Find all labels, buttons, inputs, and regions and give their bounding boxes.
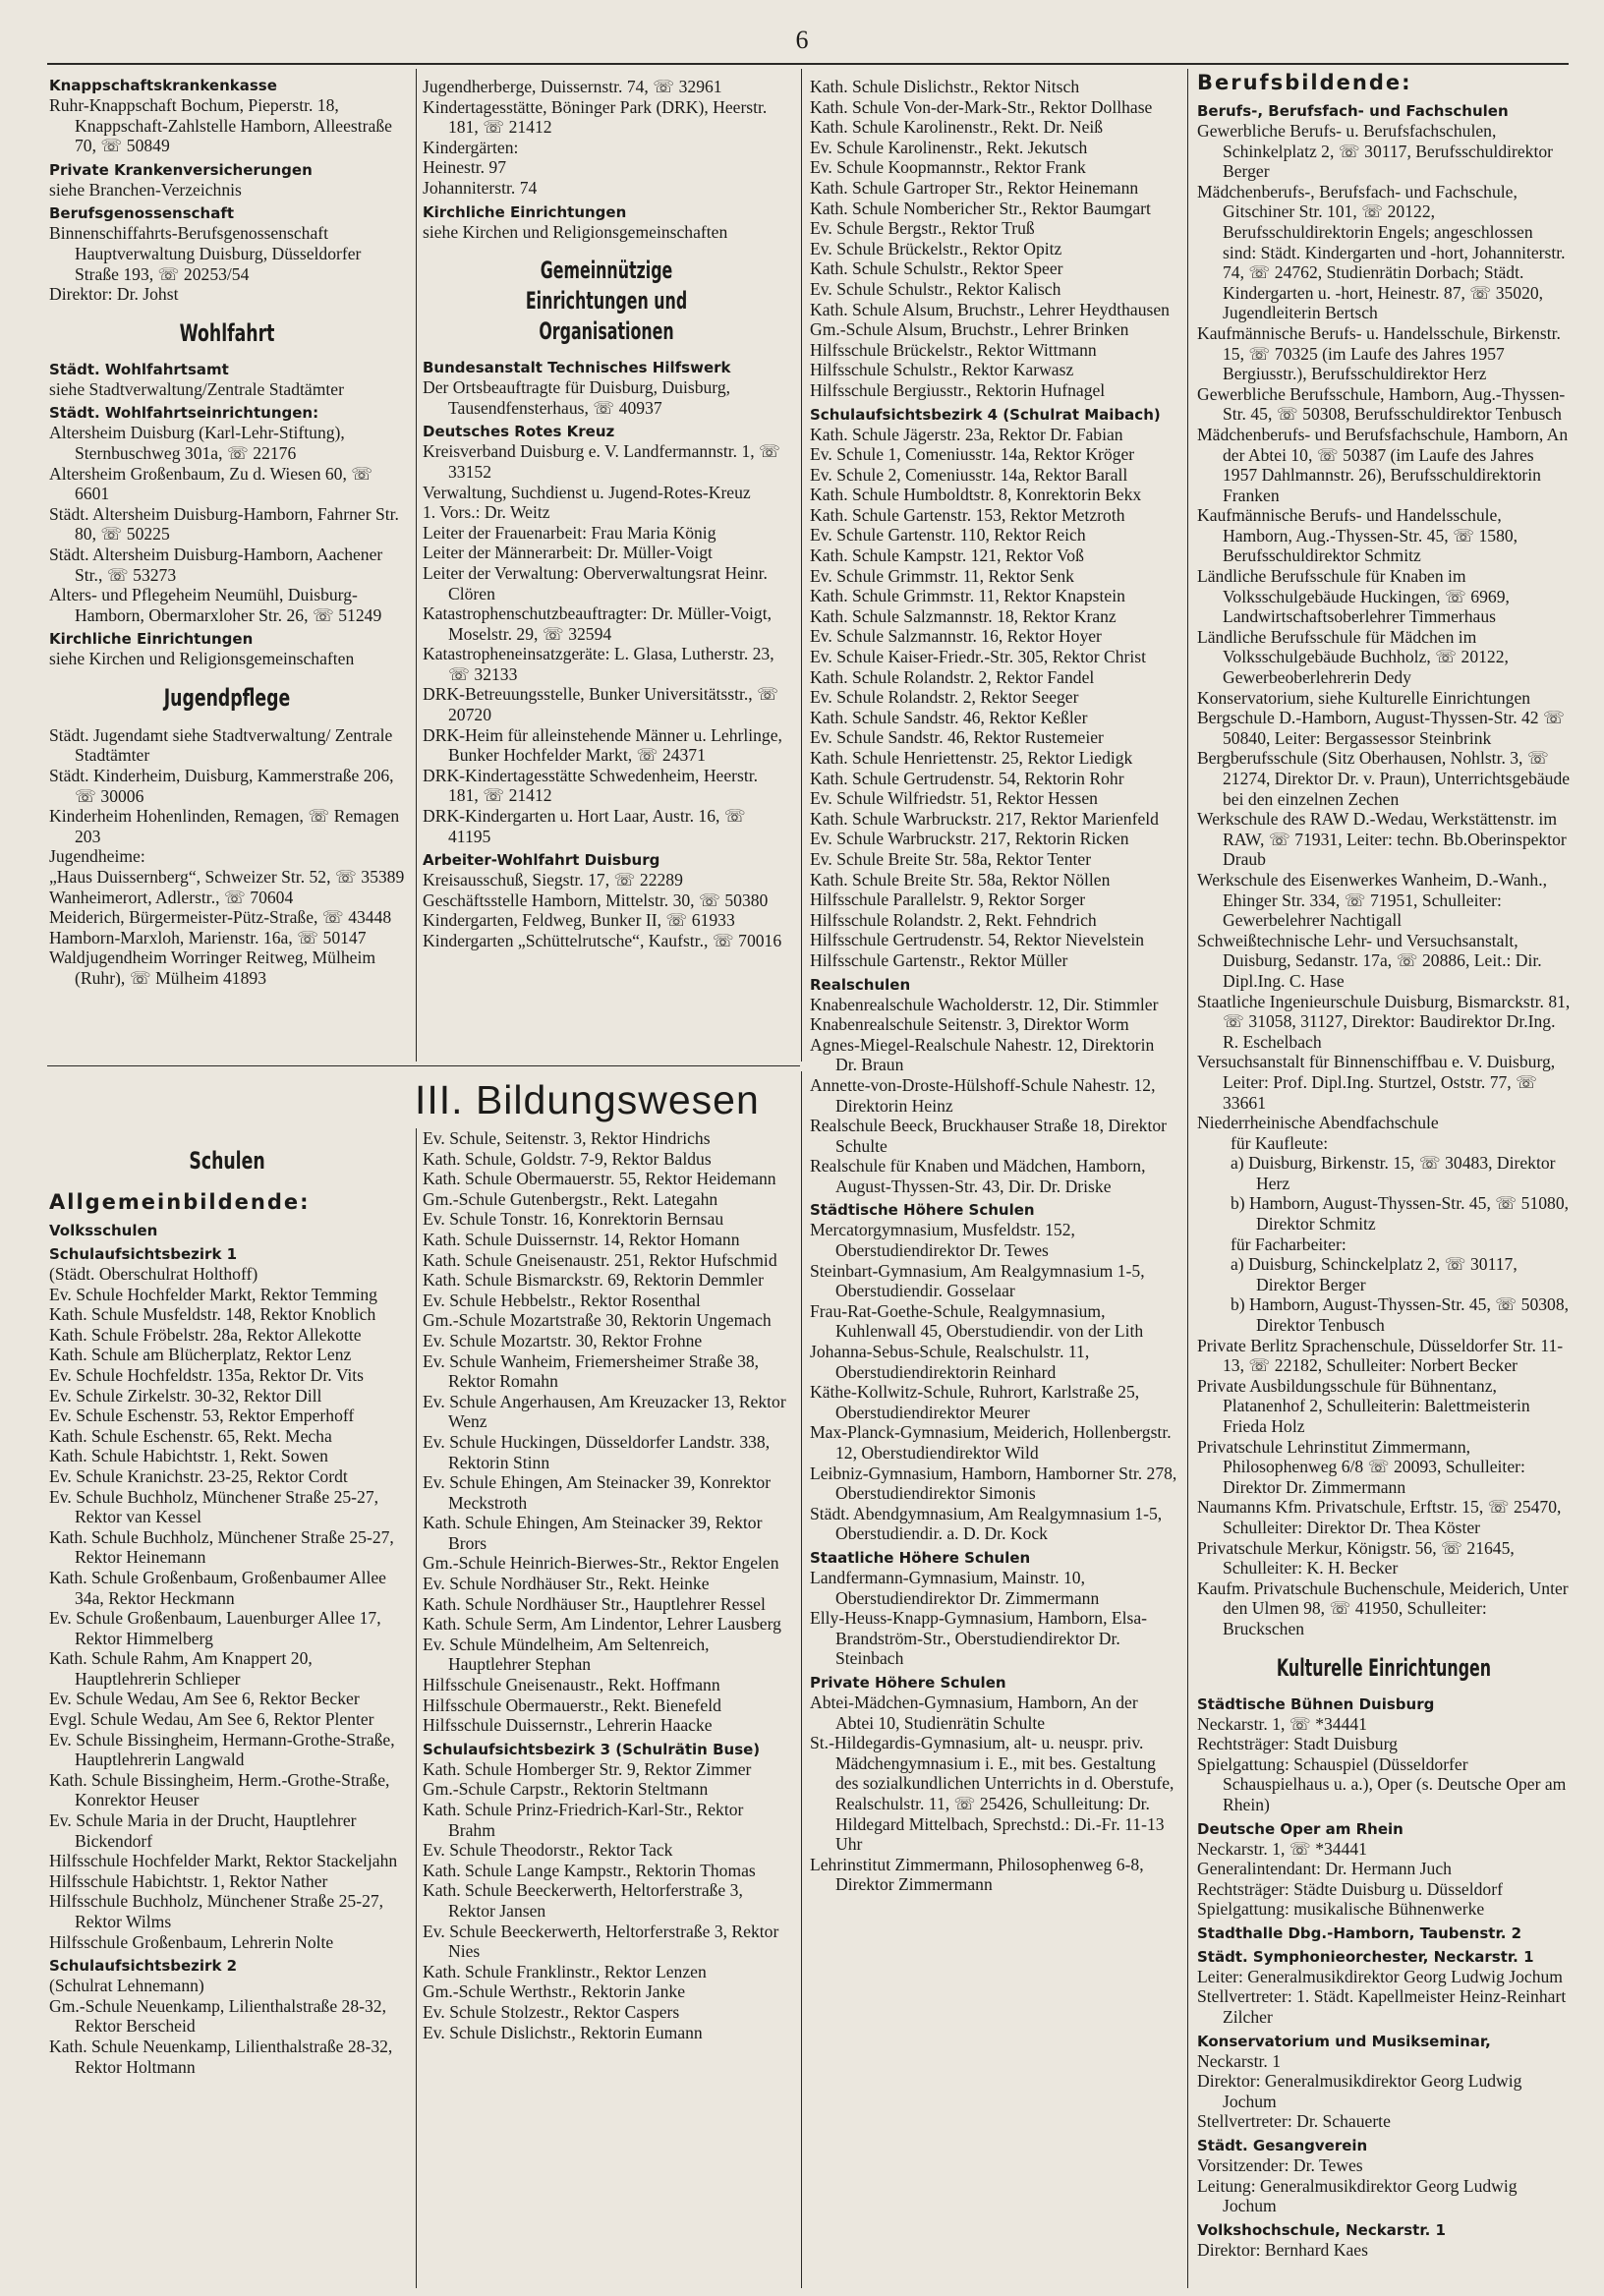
directory-entry: Kath. Schule Jägerstr. 23a, Rektor Dr. Fabian [810, 424, 1123, 444]
column-3 [810, 77, 1177, 1895]
directory-entry: Kindergarten „Schüttelrutsche“, Kaufstr., ☏ 70016 [423, 931, 782, 950]
directory-entry: siehe Kirchen und Religionsgemeinschaften [423, 221, 728, 242]
directory-entry: Privatschule Merkur, Königstr. 56, ☏ 21645, Schulleiter: K. H. Becker [1197, 1537, 1515, 1578]
group-heading: Allgemeinbildende: [49, 1190, 311, 1214]
directory-entry: Rechtsträger: Städte Duisburg u. Düsseldorf [1197, 1878, 1503, 1899]
directory-entry: Niederrheinische Abendfachschule [1197, 1113, 1439, 1133]
directory-entry: Ev. Schule, Seitenstr. 3, Rektor Hindrichs [423, 1128, 711, 1148]
directory-entry: Kath. Schule Neuenkamp, Lilienthalstraße 28-32, Rektor Holtmann [49, 2036, 393, 2077]
directory-entry: Ev. Schule Mozartstr. 30, Rektor Frohne [423, 1330, 703, 1350]
directory-entry: Ev. Schule Warbruckstr. 217, Rektorin Ricken [810, 829, 1129, 849]
directory-entry: Kath. Schule Buchholz, Münchener Straße 25-27, Rektor Heinemann [49, 1526, 394, 1568]
directory-entry: Kath. Schule Serm, Am Lindentor, Lehrer Lausberg [423, 1614, 781, 1635]
category-heading: Arbeiter-Wohlfahrt Duisburg [423, 851, 660, 870]
directory-entry: Frau-Rat-Goethe-Schule, Realgymnasium, Kuhlenwall 45, Oberstudiendir. von der Lith [810, 1300, 1144, 1342]
directory-entry: „Haus Duissernberg“, Schweizer Str. 52, ☏ 35389 [49, 867, 405, 888]
directory-entry: Ev. Schule 1, Comeniusstr. 14a, Rektor Kröger [810, 444, 1135, 465]
directory-entry: Ev. Schule Salzmannstr. 16, Rektor Hoyer [810, 626, 1102, 647]
directory-entry: Realschule Beeck, Bruckhauser Straße 18, Direktor Schulte [810, 1116, 1167, 1156]
column-divider [801, 1071, 802, 2288]
directory-entry: Katastropheneinsatzgeräte: L. Glasa, Lutherstr. 23, ☏ 32133 [423, 644, 774, 684]
directory-entry: Kath. Schule Salzmannstr. 18, Rektor Kranz [810, 605, 1117, 626]
directory-entry: Kath. Schule Humboldtstr. 8, Konrektorin Bekx [810, 485, 1142, 505]
directory-entry: Hilfsschule Gneisenaustr., Rekt. Hoffmann [423, 1675, 720, 1695]
directory-entry: Kaufmännische Berufs- u. Handelsschule, Birkenstr. 15, ☏ 70325 (im Laufe des Jahres 1957 Bergiusstr.), Berufsschuldirektor Herz [1197, 322, 1561, 384]
directory-entry: Kath. Schule Rolandstr. 2, Rektor Fandel [810, 666, 1095, 687]
directory-entry: Neckarstr. 1, ☏ *34441 [1197, 1713, 1367, 1734]
directory-entry: Knabenrealschule Seitenstr. 3, Direktor Worm [810, 1014, 1129, 1035]
directory-entry: Kath. Schule Warbruckstr. 217, Rektor Marienfeld [810, 808, 1159, 829]
category-heading: Volkshochschule, Neckarstr. 1 [1197, 2220, 1446, 2239]
directory-entry: Stellvertreter: 1. Städt. Kapellmeister Heinz-Reinhart Zilcher [1197, 1986, 1567, 2028]
directory-entry: Gewerbliche Berufs- u. Berufsfachschulen, Schinkelplatz 2, ☏ 30117, Berufsschuldirektor Berger [1197, 121, 1554, 182]
directory-entry: Ev. Schule Karolinenstr., Rekt. Jekutsch [810, 137, 1088, 157]
directory-entry: Konservatorium, siehe Kulturelle Einrichtungen [1197, 687, 1531, 708]
column-divider [416, 69, 417, 1062]
directory-entry: Vorsitzender: Dr. Tewes [1197, 2155, 1363, 2176]
directory-entry: Johanna-Sebus-Schule, Realschulstr. 11, Oberstudiendirektorin Reinhard [810, 1342, 1090, 1382]
directory-entry: Realschule für Knaben und Mädchen, Hamborn, August-Thyssen-Str. 43, Dir. Dr. Driske [810, 1156, 1146, 1196]
directory-entry: Kath. Schule Nordhäuser Str., Hauptlehrer Ressel [423, 1593, 766, 1614]
directory-entry: Kath. Schule Eschenstr. 65, Rekt. Mecha [49, 1425, 332, 1446]
category-heading: Kirchliche Einrichtungen [49, 630, 254, 649]
category-heading: Schulaufsichtsbezirk 1 [49, 1245, 238, 1263]
directory-entry: Kath. Schule Kampstr. 121, Rektor Voß [810, 545, 1084, 566]
directory-entry: Kath. Schule Bismarckstr. 69, Rektorin Demmler [423, 1270, 764, 1291]
directory-entry: Ev. Schule Hochfeldstr. 135a, Rektor Dr. Vits [49, 1364, 364, 1385]
directory-entry: Kath. Schule Duissernstr. 14, Rektor Homann [423, 1229, 740, 1249]
directory-entry: DRK-Betreuungsstelle, Bunker Universitätsstr., ☏ 20720 [423, 684, 779, 725]
category-heading: Städt. Symphonieorchester, Neckarstr. 1 [1197, 1947, 1534, 1966]
directory-entry: Ev. Schule Eschenstr. 53, Rektor Emperhoff [49, 1406, 355, 1426]
directory-entry: DRK-Kindergarten u. Hort Laar, Austr. 16, ☏ 41195 [423, 806, 746, 846]
directory-entry: 1. Vors.: Dr. Weitz [423, 502, 550, 523]
directory-entry: Kindergärten: [423, 137, 519, 157]
directory-entry: für Facharbeiter: [1231, 1234, 1346, 1254]
directory-entry: Johanniterstr. 74 [423, 177, 538, 198]
category-heading: Berufs-, Berufsfach- und Fachschulen [1197, 102, 1509, 120]
directory-entry: Leibniz-Gymnasium, Hamborn, Hamborner Str. 278, Oberstudiendirektor Simonis [810, 1463, 1177, 1504]
category-heading: Deutsche Oper am Rhein [1197, 1819, 1404, 1838]
section-heading: Gemeinnützige Einrichtungen und Organisationen [525, 257, 688, 346]
directory-entry: St.-Hildegardis-Gymnasium, alt- u. neuspr. priv. Mädchengymnasium i. E., mit bes. Gestaltung des sozialkundlichen Unterrichts in d. Oberstufe, Realschulstr. 11, ☏ 25426, Schulleitung: Dr. Hildegard Mittelbach, Sprechstd.: Di.-Fr. 11-13 Uhr [810, 1733, 1174, 1855]
directory-entry: Kath. Schule Sandstr. 46, Rektor Keßler [810, 707, 1088, 727]
directory-entry: Landfermann-Gymnasium, Mainstr. 10, Oberstudiendirektor Dr. Zimmermann [810, 1567, 1100, 1608]
directory-entry: Der Ortsbeauftragte für Duisburg, Duisburg, Tausendfensterhaus, ☏ 40937 [423, 377, 731, 418]
directory-entry: Hilfsschule Schulstr., Rektor Karwasz [810, 360, 1074, 380]
directory-entry: Kath. Schule Homberger Str. 9, Rektor Zimmer [423, 1758, 752, 1779]
directory-entry: Naumanns Kfm. Privatschule, Erftstr. 15, ☏ 25470, Schulleiter: Direktor Dr. Thea Köster [1197, 1497, 1562, 1537]
directory-entry: Kath. Schule Nombericher Str., Rektor Baumgart [810, 198, 1151, 218]
directory-entry: Ev. Schule Großenbaum, Lauenburger Allee 17, Rektor Himmelberg [49, 1608, 381, 1648]
directory-entry: Hilfsschule Bergiusstr., Rektorin Hufnagel [810, 379, 1106, 400]
category-heading: Städt. Wohlfahrtsamt [49, 360, 229, 378]
directory-entry: Kath. Schule Gertrudenstr. 54, Rektorin Rohr [810, 768, 1124, 788]
directory-entry: Leiter: Generalmusikdirektor Georg Ludwig Jochum [1197, 1966, 1563, 1986]
directory-entry: Ev. Schule Grimmstr. 11, Rektor Senk [810, 565, 1074, 586]
directory-entry: Kath. Schule Dislichstr., Rektor Nitsch [810, 77, 1080, 96]
directory-entry: siehe Branchen-Verzeichnis [49, 179, 242, 200]
directory-entry: Hamborn-Marxloh, Marienstr. 16a, ☏ 50147 [49, 927, 367, 947]
directory-entry: Hilfsschule Parallelstr. 9, Rektor Sorger [810, 890, 1086, 910]
directory-entry: Gm.-Schule Alsum, Bruchstr., Lehrer Brinken [810, 319, 1129, 340]
directory-entry: Leiter der Frauenarbeit: Frau Maria König [423, 522, 716, 543]
directory-entry: Kindergarten, Feldweg, Bunker II, ☏ 61933 [423, 910, 735, 931]
directory-entry: Bergberufsschule (Sitz Oberhausen, Nohlstr. 3, ☏ 21274, Direktor Dr. v. Praun), Unterrichtsgebäude bei den einzelnen Zechen [1197, 748, 1571, 809]
directory-entry: Hilfsschule Duissernstr., Lehrerin Haacke [423, 1715, 713, 1736]
directory-entry: DRK-Kindertagesstätte Schwedenheim, Heerstr. 181, ☏ 21412 [423, 765, 759, 806]
directory-entry: Werkschule des RAW D.-Wedau, Werkstättenstr. im RAW, ☏ 71931, Leiter: techn. Bb.Oberinspektor Draub [1197, 809, 1567, 870]
directory-entry: Kaufmännische Berufs- und Handelsschule, Hamborn, Aug.-Thyssen-Str. 45, ☏ 1580, Berufsschuldirektor Schmitz [1197, 505, 1518, 566]
category-heading: Städtische Höhere Schulen [810, 1201, 1035, 1220]
category-heading: Schulaufsichtsbezirk 2 [49, 1957, 238, 1976]
directory-entry: Direktor: Bernhard Kaes [1197, 2239, 1368, 2260]
directory-entry: Neckarstr. 1 [1197, 2050, 1282, 2071]
directory-entry: (Schulrat Lehnemann) [49, 1976, 204, 1996]
directory-entry: Ev. Schule Mündelheim, Am Seltenreich, Hauptlehrer Stephan [423, 1634, 710, 1675]
directory-entry: Rechtsträger: Stadt Duisburg [1197, 1734, 1398, 1754]
directory-entry: a) Duisburg, Schinckelplatz 2, ☏ 30117, Direktor Berger [1231, 1254, 1518, 1294]
directory-entry: Ev. Schule Buchholz, Münchener Straße 25-27, Rektor van Kessel [49, 1486, 379, 1527]
directory-entry: Kath. Schule Prinz-Friedrich-Karl-Str., Rektor Brahm [423, 1800, 744, 1840]
directory-entry: Ländliche Berufsschule für Knaben im Volksschulgebäude Huckingen, ☏ 6969, Landwirtschaftsoberlehrer Timmerhaus [1197, 566, 1510, 627]
directory-entry: Jugendheime: [49, 846, 145, 867]
directory-entry: Annette-von-Droste-Hülshoff-Schule Nahestr. 12, Direktorin Heinz [810, 1074, 1156, 1116]
directory-entry: Kath. Schule Alsum, Bruchstr., Lehrer Heydthausen [810, 299, 1170, 319]
directory-entry: Jugendherberge, Duissernstr. 74, ☏ 32961 [423, 77, 722, 96]
directory-entry: Abtei-Mädchen-Gymnasium, Hamborn, An der Abtei 10, Studienrätin Schulte [810, 1692, 1138, 1733]
directory-entry: Ev. Schule Hochfelder Markt, Rektor Temming [49, 1284, 377, 1304]
directory-entry: Elly-Heuss-Knapp-Gymnasium, Hamborn, Elsa-Brandström-Str., Oberstudiendirektor Dr. Steinbach [810, 1608, 1148, 1669]
directory-entry: Städt. Kinderheim, Duisburg, Kammerstraße 206, ☏ 30006 [49, 766, 394, 806]
directory-entry: Ev. Schule Koopmannstr., Rektor Frank [810, 157, 1086, 178]
section-heading: Wohlfahrt [179, 318, 275, 347]
directory-entry: Hilfsschule Rolandstr. 2, Rekt. Fehndrich [810, 909, 1097, 930]
category-heading: Schulaufsichtsbezirk 3 (Schulrätin Buse) [423, 1740, 761, 1758]
column-divider [801, 69, 802, 1062]
directory-entry: Kath. Schule Bissingheim, Herm.-Grothe-Straße, Konrektor Heuser [49, 1769, 390, 1810]
directory-entry: Gewerbliche Berufsschule, Hamborn, Aug.-Thyssen-Str. 45, ☏ 50308, Berufsschuldirektor Tenbusch [1197, 383, 1566, 425]
directory-entry: Werkschule des Eisenwerkes Wanheim, D.-Wanh., Ehinger Str. 334, ☏ 71951, Schulleiter: Gewerbelehrer Nachtigall [1197, 869, 1547, 931]
directory-entry: Ländliche Berufsschule für Mädchen im Volksschulgebäude Buchholz, ☏ 20122, Gewerbeoberlehrerin Dedy [1197, 626, 1509, 688]
directory-entry: Kath. Schule Ehingen, Am Steinacker 39, Rektor Brors [423, 1513, 763, 1553]
category-heading: Städt. Wohlfahrtseinrichtungen: [49, 404, 319, 423]
category-heading: Staatliche Höhere Schulen [810, 1548, 1031, 1567]
directory-entry: Ev. Schule Wedau, Am See 6, Rektor Becker [49, 1689, 360, 1709]
directory-entry: Mercatorgymnasium, Musfeldstr. 152, Oberstudiendirektor Dr. Tewes [810, 1220, 1075, 1261]
directory-entry: Städt. Jugendamt siehe Stadtverwaltung/ Zentrale Stadtämter [49, 724, 393, 766]
directory-entry: Ev. Schule Maria in der Drucht, Hauptlehrer Bickendorf [49, 1810, 357, 1851]
directory-entry: Kreisverband Duisburg e. V. Landfermannstr. 1, ☏ 33152 [423, 441, 781, 482]
directory-entry: Kath. Schule Großenbaum, Großenbaumer Allee 34a, Rektor Heckmann [49, 1567, 386, 1608]
directory-entry: Kath. Schule Grimmstr. 11, Rektor Knapstein [810, 586, 1125, 606]
directory-entry: Kath. Schule Breite Str. 58a, Rektor Nöllen [810, 869, 1111, 890]
directory-entry: a) Duisburg, Birkenstr. 15, ☏ 30483, Direktor Herz [1231, 1153, 1556, 1193]
directory-entry: Leiter der Verwaltung: Oberverwaltungsrat Heinr. Clören [423, 562, 768, 603]
directory-entry: Altersheim Großenbaum, Zu d. Wiesen 60, ☏ 6601 [49, 463, 373, 504]
directory-entry: Ev. Schule Kranichstr. 23-25, Rektor Cordt [49, 1465, 348, 1486]
directory-entry: Gm.-Schule Gutenbergstr., Rekt. Lategahn [423, 1188, 718, 1209]
directory-entry: Alters- und Pflegeheim Neumühl, Duisburg-Hamborn, Obermarxloher Str. 26, ☏ 51249 [49, 585, 382, 625]
directory-entry: Steinbart-Gymnasium, Am Realgymnasium 1-5, Oberstudiendir. Gosselaar [810, 1260, 1145, 1301]
directory-entry: Verwaltung, Suchdienst u. Jugend-Rotes-Kreuz [423, 482, 751, 502]
directory-entry: Kath. Schule Gneisenaustr. 251, Rektor Hufschmid [423, 1249, 777, 1270]
directory-entry: Versuchsanstalt für Binnenschiffbau e. V. Duisburg, Leiter: Prof. Dipl.Ing. Sturtzel, Oststr. 77, ☏ 33661 [1197, 1052, 1556, 1113]
category-heading: Realschulen [810, 975, 911, 994]
directory-entry: Ev. Schule 2, Comeniusstr. 14a, Rektor Barall [810, 464, 1128, 485]
directory-entry: Ev. Schule Huckingen, Düsseldorfer Landstr. 338, Rektorin Stinn [423, 1431, 771, 1472]
directory-entry: Kath. Schule Karolinenstr., Rekt. Dr. Neiß [810, 117, 1104, 138]
directory-entry: Heinestr. 97 [423, 157, 507, 178]
directory-entry: siehe Kirchen und Religionsgemeinschaften [49, 649, 355, 669]
directory-entry: Städt. Abendgymnasium, Am Realgymnasium 1-5, Oberstudiendir. a. D. Dr. Kock [810, 1503, 1163, 1544]
section-rule [47, 1065, 419, 1066]
category-heading: Private Krankenversicherungen [49, 160, 313, 179]
directory-entry: Kath. Schule Gartenstr. 153, Rektor Metzroth [810, 504, 1125, 525]
directory-entry: Kath. Schule Von-der-Mark-Str., Rektor Dollhase [810, 96, 1153, 117]
directory-entry: Ev. Schule Theodorstr., Rektor Tack [423, 1840, 673, 1861]
directory-entry: Direktor: Generalmusikdirektor Georg Ludwig Jochum [1197, 2071, 1522, 2111]
directory-entry: Kath. Schule am Blücherplatz, Rektor Lenz [49, 1345, 352, 1365]
directory-entry: Mädchenberufs-, Berufsfach- und Fachschule, Gitschiner Str. 101, ☏ 20122, Berufsschuldirektorin Engels; angeschlossen sind: Städt. Kindergarten und -hort, Johanniterstr. 74, ☏ 24762, Studienrätin Dorbach; Städt. Kindergarten u. -hort, Heinestr. 87, ☏ 35020, Jugendleiterin Bertsch [1197, 181, 1566, 323]
directory-entry: Kath. Schule Beeckerwerth, Heltorferstraße 3, Rektor Jansen [423, 1880, 743, 1921]
directory-entry: Ev. Schule Rolandstr. 2, Rektor Seeger [810, 687, 1079, 708]
directory-entry: Bergschule D.-Hamborn, August-Thyssen-Str. 42 ☏ 50840, Leiter: Bergassessor Steinbrink [1197, 708, 1566, 748]
directory-entry: Ev. Schule Ehingen, Am Steinacker 39, Konrektor Meckstroth [423, 1472, 772, 1513]
category-heading: Knappschaftskrankenkasse [49, 77, 277, 94]
directory-entry: Leitung: Generalmusikdirektor Georg Ludwig Jochum [1197, 2175, 1518, 2216]
category-heading: Kirchliche Einrichtungen [423, 202, 627, 221]
directory-entry: Gm.-Schule Heinrich-Bierwes-Str., Rektor Engelen [423, 1553, 779, 1574]
directory-entry: Gm.-Schule Werthstr., Rektorin Janke [423, 1981, 686, 2002]
directory-entry: Leiter der Männerarbeit: Dr. Müller-Voigt [423, 543, 713, 563]
section-heading: Kulturelle Einrichtungen [1276, 1653, 1492, 1682]
directory-entry: Evgl. Schule Wedau, Am See 6, Rektor Plenter [49, 1709, 374, 1730]
directory-entry: DRK-Heim für alleinstehende Männer u. Lehrlinge, Bunker Hochfelder Markt, ☏ 24371 [423, 724, 782, 766]
column-1-lower [49, 1132, 405, 2077]
category-heading: Deutsches Rotes Kreuz [423, 423, 615, 441]
directory-entry: Hilfsschule Großenbaum, Lehrerin Nolte [49, 1931, 334, 1952]
column-2-lower [423, 1128, 790, 2042]
directory-entry: Meiderich, Bürgermeister-Pütz-Straße, ☏ 43448 [49, 907, 392, 928]
category-heading: Volksschulen [49, 1222, 158, 1239]
directory-entry: Ev. Schule Kaiser-Friedr.-Str. 305, Rektor Christ [810, 647, 1147, 667]
directory-entry: Max-Planck-Gymnasium, Meiderich, Hollenbergstr. 12, Oberstudiendirektor Wild [810, 1422, 1172, 1463]
category-heading: Stadthalle Dbg.-Hamborn, Taubenstr. 2 [1197, 1923, 1522, 1942]
directory-entry: Stellvertreter: Dr. Schauerte [1197, 2111, 1391, 2132]
directory-entry: Ev. Schule Brückelstr., Rektor Opitz [810, 238, 1062, 258]
directory-entry: Kath. Schule Rahm, Am Knappert 20, Hauptlehrerin Schlieper [49, 1648, 313, 1689]
category-heading: Städt. Gesangverein [1197, 2137, 1368, 2155]
directory-entry: siehe Stadtverwaltung/Zentrale Stadtämter [49, 378, 344, 399]
column-divider [1187, 69, 1188, 2288]
directory-entry: Ev. Schule Schulstr., Rektor Kalisch [810, 278, 1061, 299]
header-rule [47, 63, 1569, 65]
directory-entry: Mädchenberufs- und Berufsfachschule, Hamborn, An der Abtei 10, ☏ 50387 (im Laufe des Jahres 1957 Dahlmannstr. 26), Berufsschuldirektorin Franken [1197, 424, 1569, 505]
directory-entry: Kath. Schule Habichtstr. 1, Rekt. Sowen [49, 1446, 328, 1466]
directory-entry: Hilfsschule Brückelstr., Rektor Wittmann [810, 339, 1097, 360]
directory-entry: für Kaufleute: [1231, 1132, 1329, 1153]
category-heading: Berufsgenossenschaft [49, 204, 235, 223]
directory-entry: Kath. Schule, Goldstr. 7-9, Rektor Baldus [423, 1148, 712, 1169]
directory-entry: Ev. Schule Hebbelstr., Rektor Rosenthal [423, 1290, 701, 1310]
column-divider [416, 1128, 417, 2288]
column-1-upper [49, 77, 405, 989]
directory-entry: Private Ausbildungsschule für Bühnentanz, Platanenhof 2, Schulleiterin: Balettmeisterin Frieda Holz [1197, 1375, 1530, 1436]
directory-entry: Ev. Schule Bergstr., Rektor Truß [810, 218, 1035, 239]
directory-entry: Ev. Schule Sandstr. 46, Rektor Rustemeier [810, 727, 1104, 748]
directory-entry: Knabenrealschule Wacholderstr. 12, Dir. Stimmler [810, 994, 1159, 1014]
directory-entry: Ev. Schule Wanheim, Friemersheimer Straße 38, Rektor Romahn [423, 1350, 760, 1392]
directory-entry: Binnenschiffahrts-Berufsgenossenschaft Hauptverwaltung Duisburg, Düsseldorfer Straße 193, ☏ 20253/54 [49, 223, 362, 284]
directory-entry: Ev. Schule Tonstr. 16, Konrektorin Bernsau [423, 1209, 724, 1230]
directory-entry: Ev. Schule Wilfriedstr. 51, Rektor Hessen [810, 788, 1098, 809]
directory-entry: Hilfsschule Habichtstr. 1, Rektor Nather [49, 1870, 328, 1891]
directory-entry: Kath. Schule Gartroper Str., Rektor Heinemann [810, 177, 1139, 198]
directory-entry: Kath. Schule Musfeldstr. 148, Rektor Knoblich [49, 1304, 376, 1325]
column-2-upper [423, 77, 790, 951]
directory-entry: Kath. Schule Schulstr., Rektor Speer [810, 258, 1063, 279]
directory-entry: Kath. Schule Fröbelstr. 28a, Rektor Allekotte [49, 1324, 362, 1345]
directory-entry: Ev. Schule Breite Str. 58a, Rektor Tenter [810, 848, 1092, 869]
directory-entry: Hilfsschule Obermauerstr., Rekt. Bienefeld [423, 1694, 721, 1715]
directory-entry: Gm.-Schule Carpstr., Rektorin Steltmann [423, 1779, 709, 1800]
directory-entry: Ev. Schule Stolzestr., Rektor Caspers [423, 2001, 680, 2022]
category-heading: Städtische Bühnen Duisburg [1197, 1694, 1435, 1713]
directory-entry: Wanheimerort, Adlerstr., ☏ 70604 [49, 887, 294, 907]
directory-entry: Kath. Schule Henriettenstr. 25, Rektor Liedigk [810, 748, 1133, 768]
directory-entry: Kaufm. Privatschule Buchenschule, Meiderich, Unter den Ulmen 98, ☏ 41950, Schulleiter: Bruckschen [1197, 1578, 1569, 1638]
directory-entry: Spielgattung: Schauspiel (Düsseldorfer Schauspielhaus u. a.), Oper (s. Deutsche Oper am Rhein) [1197, 1753, 1567, 1814]
directory-entry: Agnes-Miegel-Realschule Nahestr. 12, Direktorin Dr. Braun [810, 1034, 1155, 1075]
directory-entry: Gm.-Schule Neuenkamp, Lilienthalstraße 28-32, Rektor Berscheid [49, 1995, 386, 2037]
directory-entry: Private Berlitz Sprachenschule, Düsseldorfer Str. 11-13, ☏ 22182, Schulleiter: Norbert Becker [1197, 1335, 1564, 1376]
group-heading: Berufsbildende: [1197, 71, 1412, 94]
directory-entry: Ev. Schule Dislichstr., Rektorin Eumann [423, 2022, 703, 2042]
directory-entry: Hilfsschule Gertrudenstr. 54, Rektor Nievelstein [810, 930, 1145, 950]
directory-entry: Kindertagesstätte, Böninger Park (DRK), Heerstr. 181, ☏ 21412 [423, 96, 768, 138]
directory-entry: Ev. Schule Nordhäuser Str., Rekt. Heinke [423, 1574, 710, 1594]
directory-entry: Generalintendant: Dr. Hermann Juch [1197, 1859, 1452, 1879]
directory-entry: b) Hamborn, August-Thyssen-Str. 45, ☏ 50308, Direktor Tenbusch [1231, 1294, 1570, 1336]
directory-entry: Staatliche Ingenieurschule Duisburg, Bismarckstr. 81, ☏ 31058, 31127, Direktor: Baudirektor Dr.Ing. R. Eschelbach [1197, 991, 1571, 1052]
category-heading: Konservatorium und Musikseminar, [1197, 2032, 1491, 2050]
directory-entry: Geschäftsstelle Hamborn, Mittelstr. 30, ☏ 50380 [423, 890, 769, 910]
category-heading: Private Höhere Schulen [810, 1673, 1006, 1692]
directory-entry: Ev. Schule Gartenstr. 110, Rektor Reich [810, 525, 1086, 545]
category-heading: Schulaufsichtsbezirk 4 (Schulrat Maibach) [810, 405, 1161, 424]
directory-entry: Käthe-Kollwitz-Schule, Ruhrort, Karlstraße 25, Oberstudiendirektor Meurer [810, 1382, 1140, 1422]
directory-entry: Kinderheim Hohenlinden, Remagen, ☏ Remagen 203 [49, 806, 400, 846]
directory-entry: Schweißtechnische Lehr- und Versuchsanstalt, Duisburg, Sedanstr. 17a, ☏ 20886, Leit.: Dir. Dipl.Ing. C. Hase [1197, 930, 1542, 991]
directory-entry: Gm.-Schule Mozartstraße 30, Rektorin Ungemach [423, 1310, 772, 1331]
directory-entry: Neckarstr. 1, ☏ *34441 [1197, 1838, 1367, 1859]
directory-entry: Hilfsschule Hochfelder Markt, Rektor Stackeljahn [49, 1851, 398, 1871]
directory-entry: Privatschule Lehrinstitut Zimmermann, Philosophenweg 6/8 ☏ 20093, Schulleiter: Direktor Dr. Zimmermann [1197, 1436, 1525, 1497]
directory-entry: Kath. Schule Lange Kampstr., Rektorin Thomas [423, 1860, 756, 1880]
column-4 [1197, 69, 1571, 2260]
directory-entry: Ruhr-Knappschaft Bochum, Pieperstr. 18, Knappschaft-Zahlstelle Hamborn, Alleestraße 70, ☏ 50849 [49, 95, 392, 156]
category-heading: Bundesanstalt Technisches Hilfswerk [423, 359, 731, 377]
directory-entry: b) Hamborn, August-Thyssen-Str. 45, ☏ 51080, Direktor Schmitz [1231, 1193, 1570, 1234]
directory-entry: Altersheim Duisburg (Karl-Lehr-Stiftung), Sternbuschweg 301a, ☏ 22176 [49, 423, 345, 463]
directory-entry: Ev. Schule Zirkelstr. 30-32, Rektor Dill [49, 1385, 322, 1406]
directory-entry: Kath. Schule Franklinstr., Rektor Lenzen [423, 1961, 707, 1981]
directory-entry: Ev. Schule Beeckerwerth, Heltorferstraße 3, Rektor Nies [423, 1921, 779, 1962]
directory-entry: Spielgattung: musikalische Bühnenwerke [1197, 1899, 1485, 1920]
directory-entry: Ev. Schule Bissingheim, Hermann-Grothe-Straße, Hauptlehrerin Langwald [49, 1729, 395, 1770]
directory-entry: (Städt. Oberschulrat Holthoff) [49, 1264, 258, 1284]
section-heading: Jugendpflege [163, 683, 291, 712]
directory-entry: Lehrinstitut Zimmermann, Philosophenweg 6-8, Direktor Zimmermann [810, 1854, 1144, 1895]
directory-entry: Kath. Schule Obermauerstr. 55, Rektor Heidemann [423, 1169, 776, 1189]
directory-entry: Waldjugendheim Worringer Reitweg, Mülheim (Ruhr), ☏ Mülheim 41893 [49, 947, 376, 988]
directory-entry: Ev. Schule Angerhausen, Am Kreuzacker 13, Rektor Wenz [423, 1391, 786, 1432]
directory-entry: Hilfsschule Gartenstr., Rektor Müller [810, 949, 1068, 970]
section-heading: Schulen [189, 1147, 265, 1175]
directory-entry: Hilfsschule Buchholz, Münchener Straße 25-27, Rektor Wilms [49, 1891, 384, 1931]
page-number: 6 [795, 26, 809, 54]
directory-entry: Direktor: Dr. Johst [49, 284, 179, 305]
directory-entry: Kreisausschuß, Siegstr. 17, ☏ 22289 [423, 870, 683, 890]
directory-entry: Städt. Altersheim Duisburg-Hamborn, Fahrner Str. 80, ☏ 50225 [49, 503, 399, 545]
directory-entry: Katastrophenschutzbeauftragter: Dr. Müller-Voigt, Moselstr. 29, ☏ 32594 [423, 603, 773, 644]
directory-entry: Städt. Altersheim Duisburg-Hamborn, Aachener Str., ☏ 53273 [49, 544, 383, 585]
section-rule [419, 1065, 800, 1066]
